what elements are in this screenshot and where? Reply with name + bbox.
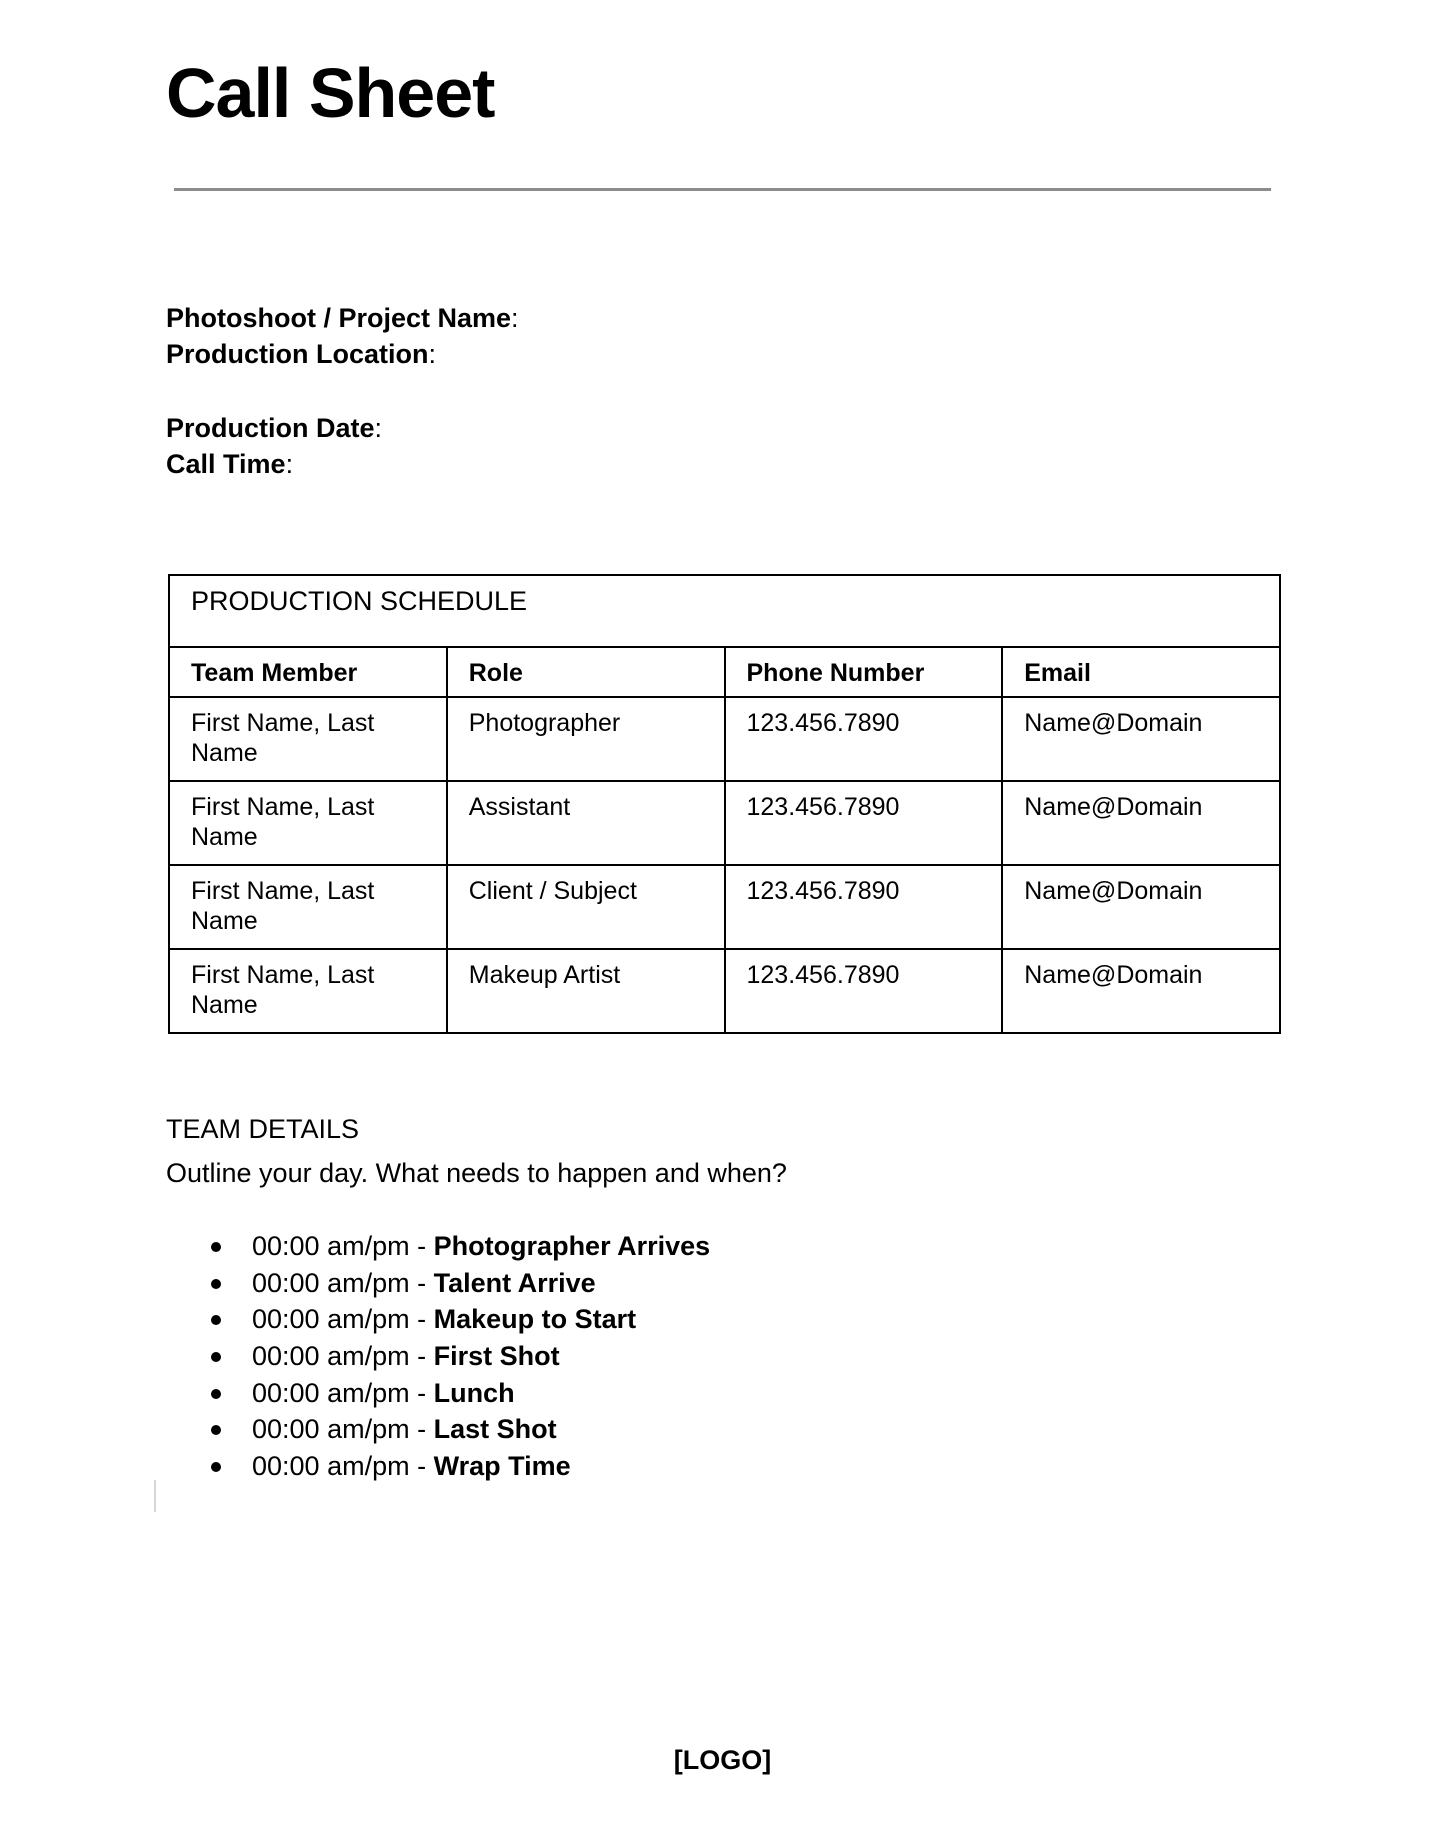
item-event: Lunch <box>433 1377 515 1408</box>
item-event: Talent Arrive <box>433 1267 596 1298</box>
location-row <box>166 336 519 372</box>
item-time: 00:00 am/pm - <box>252 1341 434 1372</box>
item-time: 00:00 am/pm - <box>252 1451 434 1482</box>
header-email: Email <box>1002 647 1280 697</box>
cell-role: Photographer <box>447 697 725 781</box>
list-item <box>166 1448 710 1485</box>
item-event: Photographer Arrives <box>433 1231 711 1261</box>
cell-role: Client / Subject <box>447 865 725 949</box>
schedule-caption: PRODUCTION SCHEDULE <box>169 575 1280 647</box>
list-item <box>166 1375 710 1412</box>
cell-phone: 123.456.7890 <box>725 781 1003 865</box>
bullet-icon <box>211 1279 221 1289</box>
bullet-icon <box>211 1389 221 1399</box>
item-event: Makeup to Start <box>433 1304 637 1335</box>
title-divider <box>174 188 1271 191</box>
call-time-label: Call Time <box>166 449 286 479</box>
header-phone-number: Phone Number <box>725 647 1003 697</box>
cell-team-member: First Name, Last Name <box>169 865 447 949</box>
bullet-icon <box>211 1242 221 1252</box>
project-name-separator: : <box>511 303 519 333</box>
project-name-row <box>166 300 519 336</box>
bullet-icon <box>211 1462 221 1472</box>
cell-phone: 123.456.7890 <box>725 865 1003 949</box>
cell-role: Makeup Artist <box>447 949 725 1033</box>
text-cursor <box>154 1480 156 1512</box>
item-event: First Shot <box>433 1341 560 1372</box>
location-separator: : <box>428 339 437 369</box>
page-title: Call Sheet <box>166 54 495 132</box>
cell-email: Name@Domain <box>1002 949 1280 1033</box>
item-event: Last Shot <box>433 1414 557 1445</box>
cell-team-member: First Name, Last Name <box>169 949 447 1033</box>
item-time: 00:00 am/pm - <box>252 1267 434 1298</box>
bullet-icon <box>211 1315 221 1325</box>
team-details-description: Outline your day. What needs to happen and when? <box>166 1158 787 1188</box>
cell-email: Name@Domain <box>1002 865 1280 949</box>
cell-phone: 123.456.7890 <box>725 949 1003 1033</box>
item-time: 00:00 am/pm - <box>252 1304 434 1335</box>
cell-role: Assistant <box>447 781 725 865</box>
item-time: 00:00 am/pm - <box>252 1414 434 1445</box>
cell-team-member: First Name, Last Name <box>169 781 447 865</box>
project-info-group <box>166 300 519 372</box>
item-event: Wrap Time <box>433 1451 571 1482</box>
date-label: Production Date <box>166 413 375 443</box>
project-name-label: Photoshoot / Project Name <box>166 303 512 333</box>
header-team-member: Team Member <box>169 647 447 697</box>
schedule-caption-row <box>169 575 1280 647</box>
list-item <box>166 1338 710 1375</box>
table-row <box>169 865 1280 949</box>
list-item <box>166 1411 710 1448</box>
call-time-row <box>166 446 382 482</box>
list-item <box>166 1228 710 1265</box>
cell-phone: 123.456.7890 <box>725 697 1003 781</box>
table-row <box>169 781 1280 865</box>
bullet-icon <box>211 1352 221 1362</box>
logo-placeholder: [LOGO] <box>673 1745 772 1775</box>
table-row <box>169 949 1280 1033</box>
cell-email: Name@Domain <box>1002 781 1280 865</box>
date-row <box>166 410 382 446</box>
bullet-icon <box>211 1425 221 1435</box>
date-separator: : <box>374 413 383 443</box>
timeline-list <box>166 1228 710 1485</box>
item-time: 00:00 am/pm - <box>252 1231 434 1261</box>
header-role: Role <box>447 647 725 697</box>
schedule-header-row <box>169 647 1280 697</box>
list-item <box>166 1301 710 1338</box>
location-label: Production Location <box>166 339 429 369</box>
date-info-group <box>166 410 382 482</box>
cell-team-member: First Name, Last Name <box>169 697 447 781</box>
call-time-separator: : <box>285 449 294 479</box>
table-row <box>169 697 1280 781</box>
production-schedule-table <box>168 574 1281 1034</box>
list-item <box>166 1265 710 1302</box>
item-time: 00:00 am/pm - <box>252 1377 434 1408</box>
team-details-title: TEAM DETAILS <box>166 1114 360 1144</box>
cell-email: Name@Domain <box>1002 697 1280 781</box>
